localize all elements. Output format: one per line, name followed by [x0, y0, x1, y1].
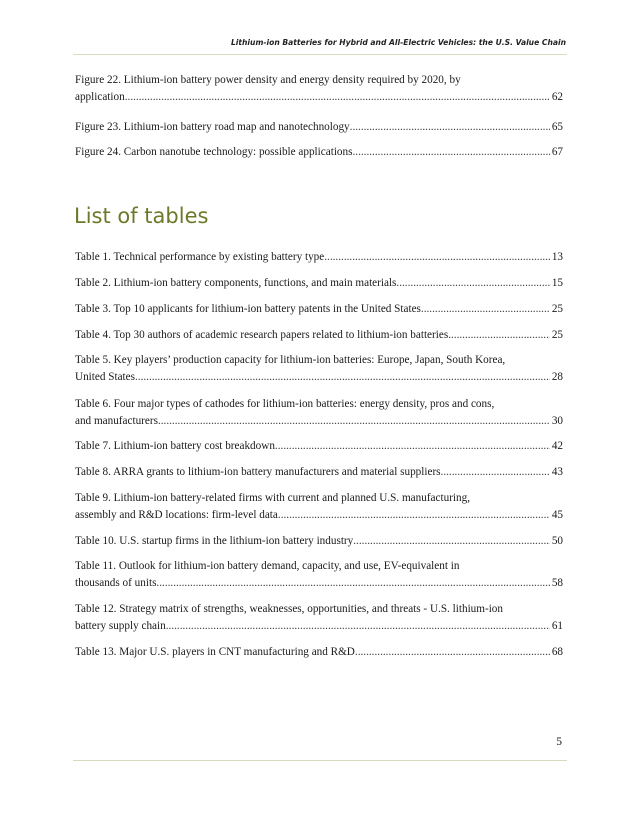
- toc-entry-page: 42: [551, 440, 563, 452]
- toc-entry-page: 25: [551, 329, 563, 341]
- toc-entry-page: 68: [551, 646, 563, 658]
- toc-entry-text: United States: [75, 371, 135, 383]
- toc-entry-table-5[interactable]: [75, 352, 563, 386]
- toc-entry-page: 30: [551, 415, 563, 427]
- toc-entry-text: Table 1. Technical performance by existing battery type: [75, 251, 325, 263]
- dot-leader: [350, 119, 550, 136]
- footer-rule: [73, 760, 567, 761]
- table-entry-2: [75, 275, 563, 292]
- toc-entry-table-13[interactable]: [75, 644, 563, 661]
- figure-list-24: [75, 144, 563, 161]
- toc-entry-table-6[interactable]: [75, 396, 563, 430]
- toc-entry-page: 61: [551, 620, 563, 632]
- table-entry-11: [75, 558, 563, 592]
- header-rule: [73, 54, 567, 55]
- dot-leader: [125, 89, 550, 106]
- toc-entry-text: battery supply chain: [75, 620, 166, 632]
- dot-leader: [166, 618, 550, 635]
- toc-entry-line1: Table 12. Strategy matrix of strengths, weaknesses, opportunities, and threats - U.S. lithium-ion: [75, 603, 503, 615]
- toc-entry-table-12[interactable]: [75, 601, 563, 635]
- toc-entry-text: Table 8. ARRA grants to lithium-ion battery manufacturers and material suppliers: [75, 466, 441, 478]
- toc-entry-page: 43: [551, 466, 563, 478]
- toc-entry-text: application: [75, 91, 125, 103]
- toc-entry-table-1[interactable]: [75, 249, 563, 266]
- table-entry-8: [75, 464, 563, 481]
- toc-entry-page: 25: [551, 303, 563, 315]
- toc-entry-text: Table 2. Lithium-ion battery components, functions, and main materials: [75, 277, 397, 289]
- dot-leader: [156, 575, 549, 592]
- toc-entry-line1: Table 11. Outlook for lithium-ion battery demand, capacity, and use, EV-equivalent in: [75, 560, 460, 572]
- table-entry-13: [75, 644, 563, 661]
- dot-leader: [158, 413, 550, 430]
- toc-entry-text: and manufacturers: [75, 415, 158, 427]
- toc-entry-page: 62: [551, 91, 563, 103]
- toc-entry-text: Table 10. U.S. startup firms in the lithium-ion battery industry: [75, 535, 354, 547]
- dot-leader: [352, 144, 549, 161]
- figure-list-23: [75, 119, 563, 136]
- table-entry-5: [75, 352, 563, 386]
- toc-entry-text: Table 7. Lithium-ion battery cost breakdown: [75, 440, 275, 452]
- toc-entry-line1: Table 6. Four major types of cathodes for lithium-ion batteries: energy density, pros and cons,: [75, 398, 495, 410]
- dot-leader: [278, 507, 550, 524]
- table-entry-1: [75, 249, 563, 266]
- toc-entry-page: 65: [551, 121, 563, 133]
- toc-entry-table-4[interactable]: [75, 327, 563, 344]
- toc-entry-page: 67: [551, 146, 563, 158]
- toc-entry-table-7[interactable]: [75, 438, 563, 455]
- toc-entry-figure-22[interactable]: [75, 72, 563, 106]
- toc-entry-page: 45: [551, 509, 563, 521]
- toc-entry-text: Table 4. Top 30 authors of academic research papers related to lithium-ion batteries: [75, 329, 449, 341]
- table-entry-9: [75, 490, 563, 524]
- toc-entry-table-11[interactable]: [75, 558, 563, 592]
- toc-entry-text: assembly and R&D locations: firm-level data: [75, 509, 278, 521]
- page-number: 5: [556, 736, 562, 748]
- dot-leader: [324, 249, 550, 266]
- section-title: List of tables: [74, 204, 209, 228]
- dot-leader: [448, 327, 550, 344]
- dot-leader: [135, 369, 550, 386]
- table-entry-12: [75, 601, 563, 635]
- toc-entry-page: 13: [551, 251, 563, 263]
- dot-leader: [421, 301, 550, 318]
- toc-entry-text: Table 3. Top 10 applicants for lithium-ion battery patents in the United States: [75, 303, 421, 315]
- toc-entry-page: 15: [551, 277, 563, 289]
- toc-entry-line1: Table 9. Lithium-ion battery-related firms with current and planned U.S. manufacturing,: [75, 492, 471, 504]
- toc-entry-text: Figure 23. Lithium-ion battery road map and nanotechnology: [75, 121, 350, 133]
- toc-entry-text: Table 13. Major U.S. players in CNT manufacturing and R&D: [75, 646, 355, 658]
- dot-leader: [353, 533, 550, 550]
- toc-entry-figure-24[interactable]: [75, 144, 563, 161]
- dot-leader: [396, 275, 549, 292]
- toc-entry-table-2[interactable]: [75, 275, 563, 292]
- table-entry-6: [75, 396, 563, 430]
- toc-entry-table-8[interactable]: [75, 464, 563, 481]
- toc-entry-text: Figure 24. Carbon nanotube technology: possible applications: [75, 146, 353, 158]
- running-header: Lithium-ion Batteries for Hybrid and All-Electric Vehicles: the U.S. Value Chain: [230, 38, 566, 47]
- toc-entry-table-3[interactable]: [75, 301, 563, 318]
- dot-leader: [275, 438, 550, 455]
- toc-entry-table-9[interactable]: [75, 490, 563, 524]
- dot-leader: [355, 644, 550, 661]
- toc-entry-line1: Table 5. Key players’ production capacity for lithium-ion batteries: Europe, Japan, South Korea,: [75, 354, 506, 366]
- toc-entry-figure-23[interactable]: [75, 119, 563, 136]
- table-entry-7: [75, 438, 563, 455]
- table-entry-3: [75, 301, 563, 318]
- toc-entry-page: 50: [551, 535, 563, 547]
- table-entry-10: [75, 533, 563, 550]
- figure-list: [75, 72, 563, 106]
- toc-entry-text: thousands of units: [75, 577, 157, 589]
- table-entry-4: [75, 327, 563, 344]
- toc-entry-page: 58: [551, 577, 563, 589]
- toc-entry-page: 28: [551, 371, 563, 383]
- toc-entry-line1: Figure 22. Lithium-ion battery power density and energy density required by 2020, by: [75, 74, 461, 86]
- toc-entry-table-10[interactable]: [75, 533, 563, 550]
- dot-leader: [441, 464, 550, 481]
